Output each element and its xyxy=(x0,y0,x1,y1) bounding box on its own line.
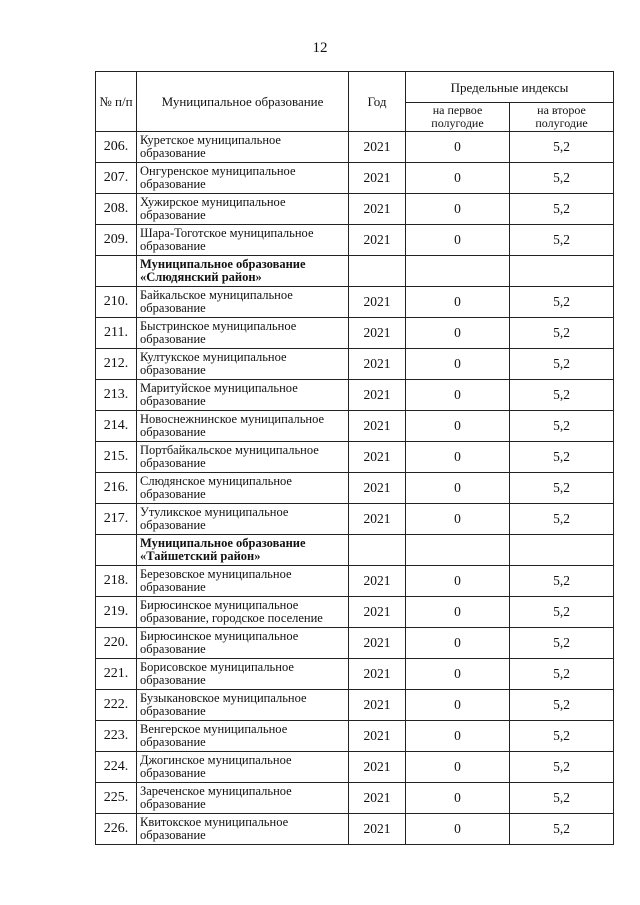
municipality-name: Куретское муниципальное образование xyxy=(137,132,349,163)
second-half-index: 5,2 xyxy=(510,504,614,535)
second-half-index: 5,2 xyxy=(510,225,614,256)
row-number xyxy=(96,535,137,566)
year-cell: 2021 xyxy=(349,442,406,473)
table-row xyxy=(96,597,614,628)
first-half-index: 0 xyxy=(406,132,510,163)
first-half-index: 0 xyxy=(406,659,510,690)
first-half-index: 0 xyxy=(406,814,510,845)
second-half-index: 5,2 xyxy=(510,163,614,194)
table-body xyxy=(96,132,614,845)
second-half-index: 5,2 xyxy=(510,690,614,721)
table-row xyxy=(96,473,614,504)
table-row xyxy=(96,783,614,814)
page-number: 12 xyxy=(312,40,328,56)
year-cell: 2021 xyxy=(349,132,406,163)
second-half-index xyxy=(510,256,614,287)
row-number: 212. xyxy=(96,349,137,380)
row-number: 217. xyxy=(96,504,137,535)
second-half-index: 5,2 xyxy=(510,194,614,225)
municipality-name: Борисовское муниципальное образование xyxy=(137,659,349,690)
row-number: 216. xyxy=(96,473,137,504)
row-number: 209. xyxy=(96,225,137,256)
section-row xyxy=(96,256,614,287)
header-num: № п/п xyxy=(96,72,137,132)
second-half-index: 5,2 xyxy=(510,442,614,473)
header-limit-indices: Предельные индексы xyxy=(406,72,614,103)
municipality-name: Онгуренское муниципальное образование xyxy=(137,163,349,194)
row-number: 215. xyxy=(96,442,137,473)
first-half-index: 0 xyxy=(406,380,510,411)
row-number: 219. xyxy=(96,597,137,628)
first-half-index: 0 xyxy=(406,287,510,318)
municipality-name: Быстринское муниципальное образование xyxy=(137,318,349,349)
municipality-name: Утуликское муниципальное образование xyxy=(137,504,349,535)
row-number: 220. xyxy=(96,628,137,659)
first-half-index: 0 xyxy=(406,349,510,380)
second-half-index: 5,2 xyxy=(510,597,614,628)
second-half-index: 5,2 xyxy=(510,287,614,318)
first-half-index: 0 xyxy=(406,473,510,504)
year-cell xyxy=(349,535,406,566)
first-half-index: 0 xyxy=(406,628,510,659)
table-row xyxy=(96,504,614,535)
row-number: 211. xyxy=(96,318,137,349)
municipality-name: Венгерское муниципальное образование xyxy=(137,721,349,752)
municipality-name: Новоснежнинское муниципальное образование xyxy=(137,411,349,442)
municipality-name: Муниципальное образование «Слюдянский район» xyxy=(137,256,349,287)
table-row xyxy=(96,318,614,349)
year-cell xyxy=(349,256,406,287)
first-half-index: 0 xyxy=(406,721,510,752)
first-half-index: 0 xyxy=(406,504,510,535)
table-row xyxy=(96,411,614,442)
second-half-index: 5,2 xyxy=(510,721,614,752)
municipality-name: Слюдянское муниципальное образование xyxy=(137,473,349,504)
header-municipality: Муниципальное образование xyxy=(137,72,349,132)
year-cell: 2021 xyxy=(349,628,406,659)
year-cell: 2021 xyxy=(349,380,406,411)
year-cell: 2021 xyxy=(349,690,406,721)
year-cell: 2021 xyxy=(349,783,406,814)
year-cell: 2021 xyxy=(349,597,406,628)
row-number: 222. xyxy=(96,690,137,721)
second-half-index: 5,2 xyxy=(510,411,614,442)
second-half-index: 5,2 xyxy=(510,566,614,597)
municipality-name: Квитокское муниципальное образование xyxy=(137,814,349,845)
second-half-index: 5,2 xyxy=(510,814,614,845)
second-half-index xyxy=(510,535,614,566)
second-half-index: 5,2 xyxy=(510,132,614,163)
table-row xyxy=(96,690,614,721)
second-half-index: 5,2 xyxy=(510,628,614,659)
first-half-index: 0 xyxy=(406,597,510,628)
second-half-index: 5,2 xyxy=(510,752,614,783)
year-cell: 2021 xyxy=(349,473,406,504)
table-row xyxy=(96,752,614,783)
row-number: 226. xyxy=(96,814,137,845)
row-number: 223. xyxy=(96,721,137,752)
municipality-name: Бузыкановское муниципальное образование xyxy=(137,690,349,721)
row-number: 206. xyxy=(96,132,137,163)
table-row xyxy=(96,659,614,690)
limit-indices-table xyxy=(95,71,614,845)
row-number: 221. xyxy=(96,659,137,690)
second-half-index: 5,2 xyxy=(510,380,614,411)
municipality-name: Березовское муниципальное образование xyxy=(137,566,349,597)
table-row xyxy=(96,442,614,473)
second-half-index: 5,2 xyxy=(510,318,614,349)
first-half-index: 0 xyxy=(406,442,510,473)
municipality-name: Байкальское муниципальное образование xyxy=(137,287,349,318)
first-half-index: 0 xyxy=(406,318,510,349)
year-cell: 2021 xyxy=(349,411,406,442)
first-half-index: 0 xyxy=(406,783,510,814)
row-number: 218. xyxy=(96,566,137,597)
first-half-index: 0 xyxy=(406,225,510,256)
header-second-half: на второе полугодие xyxy=(510,103,614,132)
section-row xyxy=(96,535,614,566)
row-number: 208. xyxy=(96,194,137,225)
table-row xyxy=(96,721,614,752)
municipality-name: Джогинское муниципальное образование xyxy=(137,752,349,783)
municipality-name: Шара-Тоготское муниципальное образование xyxy=(137,225,349,256)
year-cell: 2021 xyxy=(349,659,406,690)
year-cell: 2021 xyxy=(349,194,406,225)
table-row xyxy=(96,163,614,194)
municipality-name: Муниципальное образование «Тайшетский район» xyxy=(137,535,349,566)
municipality-name: Култукское муниципальное образование xyxy=(137,349,349,380)
first-half-index xyxy=(406,535,510,566)
first-half-index: 0 xyxy=(406,752,510,783)
second-half-index: 5,2 xyxy=(510,473,614,504)
table-row xyxy=(96,287,614,318)
row-number: 213. xyxy=(96,380,137,411)
table-row xyxy=(96,814,614,845)
first-half-index: 0 xyxy=(406,194,510,225)
second-half-index: 5,2 xyxy=(510,349,614,380)
row-number xyxy=(96,256,137,287)
header-year: Год xyxy=(349,72,406,132)
table-row xyxy=(96,194,614,225)
second-half-index: 5,2 xyxy=(510,659,614,690)
year-cell: 2021 xyxy=(349,349,406,380)
year-cell: 2021 xyxy=(349,318,406,349)
table-row xyxy=(96,628,614,659)
year-cell: 2021 xyxy=(349,566,406,597)
row-number: 224. xyxy=(96,752,137,783)
year-cell: 2021 xyxy=(349,163,406,194)
year-cell: 2021 xyxy=(349,287,406,318)
row-number: 210. xyxy=(96,287,137,318)
row-number: 225. xyxy=(96,783,137,814)
municipality-name: Хужирское муниципальное образование xyxy=(137,194,349,225)
table-row xyxy=(96,566,614,597)
table-header xyxy=(96,72,614,132)
municipality-name: Бирюсинское муниципальное образование, городское поселение xyxy=(137,597,349,628)
first-half-index xyxy=(406,256,510,287)
municipality-name: Бирюсинское муниципальное образование xyxy=(137,628,349,659)
first-half-index: 0 xyxy=(406,163,510,194)
second-half-index: 5,2 xyxy=(510,783,614,814)
first-half-index: 0 xyxy=(406,690,510,721)
table-row xyxy=(96,225,614,256)
header-first-half: на первое полугодие xyxy=(406,103,510,132)
year-cell: 2021 xyxy=(349,752,406,783)
table-row xyxy=(96,132,614,163)
year-cell: 2021 xyxy=(349,814,406,845)
first-half-index: 0 xyxy=(406,566,510,597)
municipality-name: Портбайкальское муниципальное образование xyxy=(137,442,349,473)
year-cell: 2021 xyxy=(349,721,406,752)
row-number: 214. xyxy=(96,411,137,442)
municipality-name: Зареченское муниципальное образование xyxy=(137,783,349,814)
municipality-name: Маритуйское муниципальное образование xyxy=(137,380,349,411)
table-row xyxy=(96,380,614,411)
row-number: 207. xyxy=(96,163,137,194)
year-cell: 2021 xyxy=(349,504,406,535)
year-cell: 2021 xyxy=(349,225,406,256)
first-half-index: 0 xyxy=(406,411,510,442)
table-row xyxy=(96,349,614,380)
